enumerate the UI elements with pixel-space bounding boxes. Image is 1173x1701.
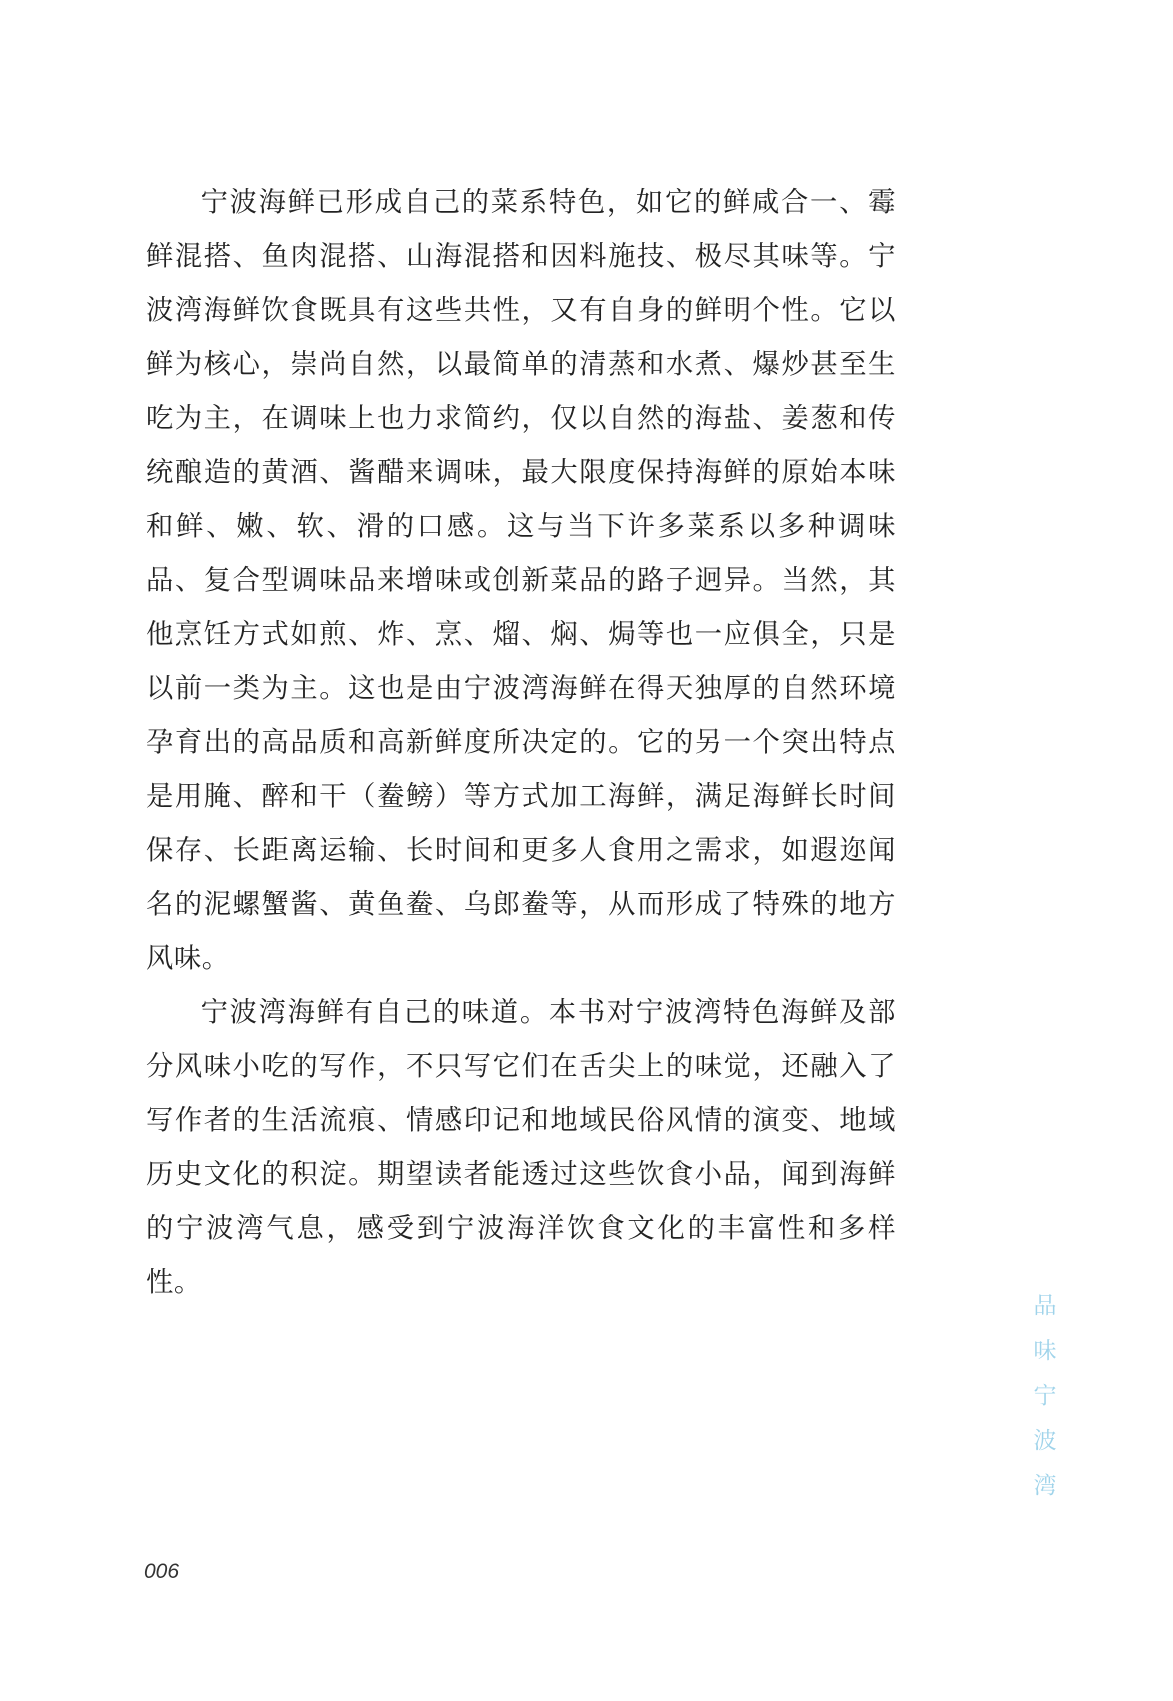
body-text xyxy=(146,176,896,1310)
page-number: 006 xyxy=(144,1560,180,1583)
paragraph-1: 宁波海鲜已形成自己的菜系特色，如它的鲜咸合一、霉鲜混搭、鱼肉混搭、山海混搭和因料施技、极尽其味等。宁波湾海鲜饮食既具有这些共性，又有自身的鲜明个性。它以鲜为核心，崇尚自然，以最简单的清蒸和水煮、爆炒甚至生吃为主，在调味上也力求简约，仅以自然的海盐、姜葱和传统酿造的黄酒、酱醋来调味，最大限度保持海鲜的原始本味和鲜、嫩、软、滑的口感。这与当下许多菜系以多种调味品、复合型调味品来增味或创新菜品的路子迥异。当然，其他烹饪方式如煎、炸、烹、熘、焖、焗等也一应俱全，只是以前一类为主。这也是由宁波湾海鲜在得天独厚的自然环境孕育出的高品质和高新鲜度所决定的。它的另一个突出特点是用腌、醉和干（鲞鳑）等方式加工海鲜，满足海鲜长时间保存、长距离运输、长时间和更多人食用之需求，如遐迩闻名的泥螺蟹酱、黄鱼鲞、乌郎鲞等，从而形成了特殊的地方风味。 xyxy=(146,187,896,974)
running-title-char: 湾 xyxy=(1033,1473,1057,1499)
paragraph-2: 宁波湾海鲜有自己的味道。本书对宁波湾特色海鲜及部分风味小吃的写作，不只写它们在舌尖上的味觉，还融入了写作者的生活流痕、情感印记和地域民俗风情的演变、地域历史文化的积淀。期望读者能透过这些饮食小品，闻到海鲜的宁波湾气息，感受到宁波海洋饮食文化的丰富性和多样性。 xyxy=(146,997,896,1298)
running-title-char: 宁 xyxy=(1033,1383,1057,1409)
running-title-char: 波 xyxy=(1033,1428,1057,1454)
running-title-char: 品 xyxy=(1033,1293,1057,1319)
running-title-char: 味 xyxy=(1033,1338,1057,1364)
running-title-vertical xyxy=(1030,1284,1060,1509)
